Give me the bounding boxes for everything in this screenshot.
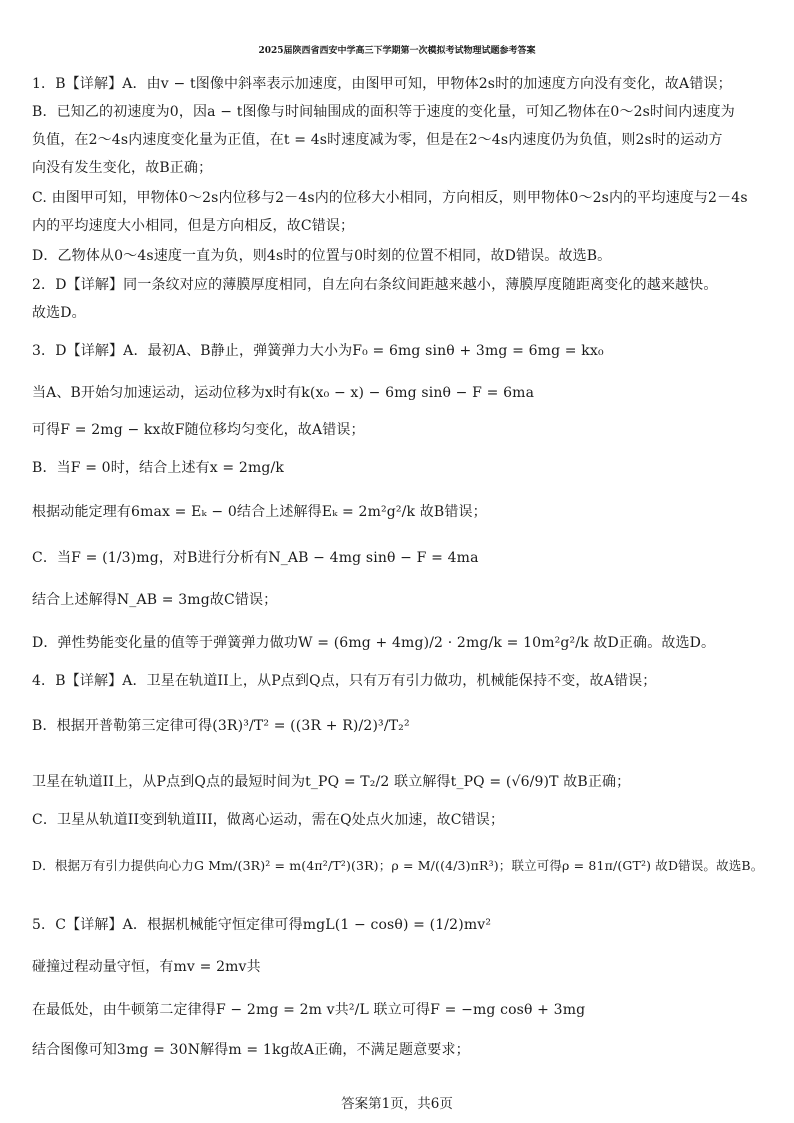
- text-line: D．弹性势能变化量的值等于弹簧弹力做功W = (6mg + 4mg)/2 · 2mg/k = 10m²g²/k 故D正确。故选D。: [32, 635, 716, 651]
- text-line: 可得F = 2mg − kx故F随位移均匀变化，故A错误；: [32, 422, 365, 438]
- text-line: 内的平均速度大小相同，但是方向相反，故C错误；: [32, 218, 355, 234]
- text-line: C．当F = (1/3)mg，对B进行分析有N_AB − 4mg sinθ − F = 4ma: [32, 550, 479, 566]
- text-line: 3．D【详解】A．最初A、B静止，弹簧弹力大小为F₀ = 6mg sinθ + 3mg = 6mg = kx₀: [32, 343, 604, 359]
- page-footer: 答案第1页，共6页: [341, 1096, 453, 1112]
- text-line: B．已知乙的初速度为0，因a − t图像与时间轴围成的面积等于速度的变化量，可知乙物体在0～2s时间内速度为: [32, 104, 735, 120]
- text-line: 5．C【详解】A．根据机械能守恒定律可得mgL(1 − cosθ) = (1/2)mv²: [32, 917, 492, 933]
- text-line: 4．B【详解】A．卫星在轨道II上，从P点到Q点，只有万有引力做功，机械能保持不变，故A错误；: [32, 673, 657, 689]
- text-line: B．当F = 0时，结合上述有x = 2mg/k: [32, 460, 285, 476]
- text-line: 结合上述解得N_AB = 3mg故C错误；: [32, 592, 278, 608]
- text-line: 向没有发生变化，故B正确；: [32, 160, 213, 176]
- text-line: D．乙物体从0～4s速度一直为负，则4s时的位置与0时刻的位置不相同，故D错误。故选B。: [32, 248, 612, 264]
- text-line: D．根据万有引力提供向心力G Mm/(3R)² = m(4π²/T²)(3R)；ρ = M/((4/3)πR³)；联立可得ρ = 81π/(GT²) 故D错误。故选B。: [32, 858, 764, 873]
- text-line: C．卫星从轨道II变到轨道III，做离心运动，需在Q处点火加速，故C错误；: [32, 812, 505, 828]
- text-line: 在最低处，由牛顿第二定律得F − 2mg = 2m v共²/L 联立可得F = −mg cosθ + 3mg: [32, 1002, 586, 1018]
- text-line: 碰撞过程动量守恒，有mv = 2mv共: [32, 959, 261, 975]
- text-line: C. 由图甲可知，甲物体0～2s内位移与2－4s内的位移大小相同，方向相反，则甲物体0～2s内的平均速度与2－4s: [32, 190, 748, 206]
- text-line: 2．D【详解】同一条纹对应的薄膜厚度相同，自左向右条纹间距越来越小，薄膜厚度随距离变化的越来越快。: [32, 277, 718, 293]
- text-line: B．根据开普勒第三定律可得(3R)³/T² = ((3R + R)/2)³/T₂²: [32, 718, 410, 734]
- text-line: 故选D。: [32, 305, 86, 321]
- text-line: 结合图像可知3mg = 30N解得m = 1kg故A正确，不满足题意要求；: [32, 1042, 470, 1058]
- text-line: 1．B【详解】A．由v − t图像中斜率表示加速度，由图甲可知，甲物体2s时的加速度方向没有变化，故A错误；: [32, 76, 732, 92]
- text-line: 负值，在2～4s内速度变化量为正值，在t = 4s时速度减为零，但是在2～4s内速度仍为负值，则2s时的运动方: [32, 132, 723, 148]
- text-line: 根据动能定理有6max = Eₖ − 0结合上述解得Eₖ = 2m²g²/k 故B错误；: [32, 504, 487, 520]
- text-line: 卫星在轨道II上，从P点到Q点的最短时间为t_PQ = T₂/2 联立解得t_PQ = (√6/9)T 故B正确；: [32, 774, 631, 790]
- text-line: 当A、B开始匀加速运动，运动位移为x时有k(x₀ − x) − 6mg sinθ − F = 6ma: [32, 385, 535, 401]
- page-title: 2025届陕西省西安中学高三下学期第一次模拟考试物理试题参考答案: [258, 46, 536, 56]
